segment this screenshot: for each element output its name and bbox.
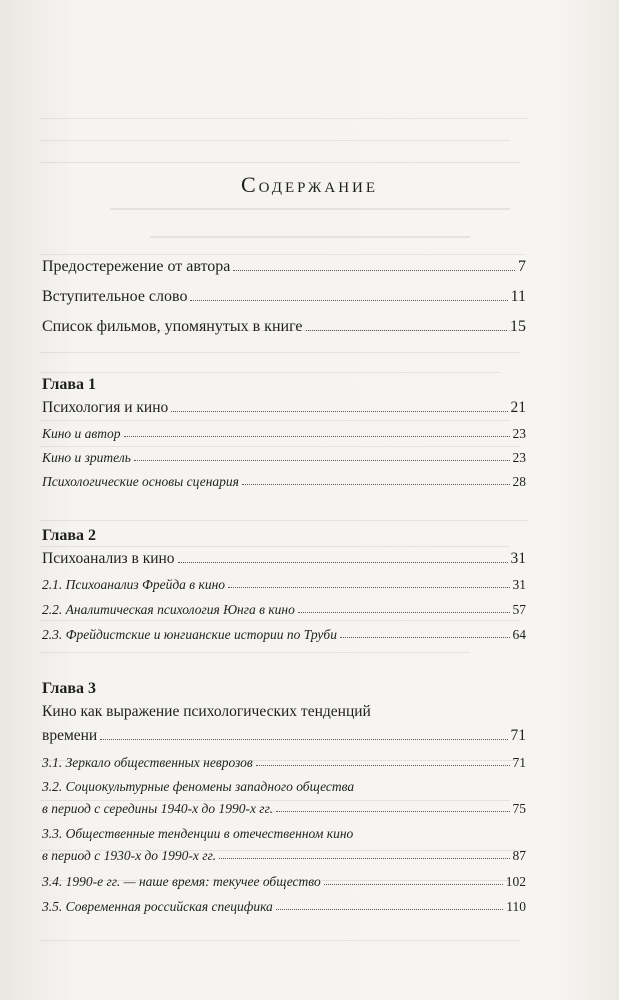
leader-dots — [340, 637, 510, 638]
section-title: Социокультурные феномены западного общества — [65, 779, 355, 794]
toc-entry-section[interactable] — [42, 801, 526, 817]
section-title: Зеркало общественных неврозов — [65, 755, 253, 770]
section-number: 3.1. — [42, 755, 63, 770]
leader-dots — [171, 411, 507, 412]
toc-entry-page: 31 — [510, 550, 526, 567]
toc-entry-title: Психологические основы сценария — [42, 474, 239, 489]
toc-entry-title: Психология и кино — [42, 399, 169, 416]
section-title: 1990-е гг. — наше время: текучее общество — [65, 874, 321, 889]
toc-entry-page: 21 — [510, 399, 526, 416]
leader-dots — [190, 300, 507, 301]
page-title: Содержание — [240, 172, 379, 197]
toc-entry-section[interactable] — [42, 899, 526, 915]
leader-dots — [178, 562, 508, 563]
toc-entry-title — [42, 602, 295, 618]
toc-entry-title: Список фильмов, упомянутых в книге — [42, 318, 303, 335]
chapter-2-heading: Глава 2 — [42, 527, 96, 544]
toc-entry-page: 31 — [512, 577, 526, 592]
toc-entry-title: времени — [42, 727, 98, 744]
leader-dots — [324, 884, 503, 885]
toc-entry-page: 110 — [506, 899, 526, 914]
leader-dots — [134, 460, 510, 461]
toc-entry-page: 11 — [510, 288, 526, 305]
toc-entry-section[interactable] — [42, 848, 526, 864]
toc-entry-section[interactable] — [42, 577, 526, 593]
section-number: 3.3. — [42, 826, 63, 841]
toc-entry-title: Кино и автор — [42, 426, 121, 441]
toc-entry-page: 87 — [512, 848, 526, 863]
toc-entry-author-warning[interactable] — [42, 258, 526, 276]
leader-dots — [276, 811, 509, 812]
toc-entry-film-list[interactable] — [42, 318, 526, 336]
toc-entry-chapter-3[interactable] — [42, 727, 526, 745]
toc-entry-section-3-2-line1[interactable] — [42, 779, 354, 795]
toc-entry-title: Психоанализ в кино — [42, 550, 175, 567]
chapter-3-heading: Глава 3 — [42, 680, 96, 697]
toc-entry-chapter-2[interactable] — [42, 550, 526, 568]
toc-entry-section[interactable] — [42, 426, 526, 442]
toc-entry-title: Кино и зритель — [42, 450, 131, 465]
toc-entry-section-3-3-line1[interactable] — [42, 826, 353, 842]
toc-entry-chapter-3-line1[interactable]: Кино как выражение психологических тенденций — [42, 703, 371, 720]
section-title: Аналитическая психология Юнга в кино — [65, 602, 295, 617]
toc-entry-title: в период с середины 1940-х до 1990-х гг. — [42, 801, 274, 816]
leader-dots — [219, 858, 509, 859]
section-number: 3.2. — [42, 779, 63, 794]
toc-entry-page: 7 — [518, 258, 526, 275]
toc-entry-page: 23 — [512, 426, 526, 441]
leader-dots — [256, 765, 510, 766]
toc-entry-section[interactable] — [42, 874, 526, 890]
toc-entry-title — [42, 874, 321, 890]
leader-dots — [233, 270, 515, 271]
toc-entry-page: 102 — [505, 874, 526, 889]
toc-entry-section[interactable] — [42, 627, 526, 643]
toc-entry-title — [42, 577, 225, 593]
chapter-1-heading: Глава 1 — [42, 376, 96, 393]
toc-entry-chapter-1[interactable] — [42, 399, 526, 417]
toc-entry-section[interactable] — [42, 450, 526, 466]
toc-entry-page: 71 — [510, 727, 526, 744]
section-number: 2.2. — [42, 602, 63, 617]
toc-entry-page: 71 — [512, 755, 526, 770]
section-title: Современная российская специфика — [65, 899, 273, 914]
toc-entry-section[interactable] — [42, 755, 526, 771]
toc-entry-page: 15 — [510, 318, 526, 335]
toc-entry-title — [42, 899, 273, 915]
leader-dots — [124, 436, 510, 437]
section-number: 3.5. — [42, 899, 63, 914]
toc-entry-title — [42, 627, 337, 643]
toc-entry-title: в период с 1930-х до 1990-х гг. — [42, 848, 217, 863]
toc-entry-section[interactable] — [42, 602, 526, 618]
leader-dots — [100, 739, 507, 740]
toc-entry-page: 23 — [512, 450, 526, 465]
toc-entry-page: 75 — [512, 801, 526, 816]
leader-dots — [228, 587, 509, 588]
toc-entry-title — [42, 755, 253, 771]
section-number: 3.4. — [42, 874, 63, 889]
toc-entry-section[interactable] — [42, 474, 526, 490]
section-number: 2.1. — [42, 577, 63, 592]
section-title: Психоанализ Фрейда в кино — [65, 577, 226, 592]
section-number: 2.3. — [42, 627, 63, 642]
leader-dots — [306, 330, 507, 331]
section-title: Общественные тенденции в отечественном кино — [65, 826, 354, 841]
toc-entry-title: Предостережение от автора — [42, 258, 231, 275]
leader-dots — [242, 484, 510, 485]
leader-dots — [298, 612, 510, 613]
toc-entry-title: Вступительное слово — [42, 288, 188, 305]
section-title: Фрейдистские и юнгианские истории по Труби — [65, 627, 337, 642]
leader-dots — [276, 909, 503, 910]
toc-entry-introduction[interactable] — [42, 288, 526, 306]
toc-entry-page: 64 — [512, 627, 526, 642]
toc-entry-page: 28 — [512, 474, 526, 489]
toc-entry-page: 57 — [512, 602, 526, 617]
